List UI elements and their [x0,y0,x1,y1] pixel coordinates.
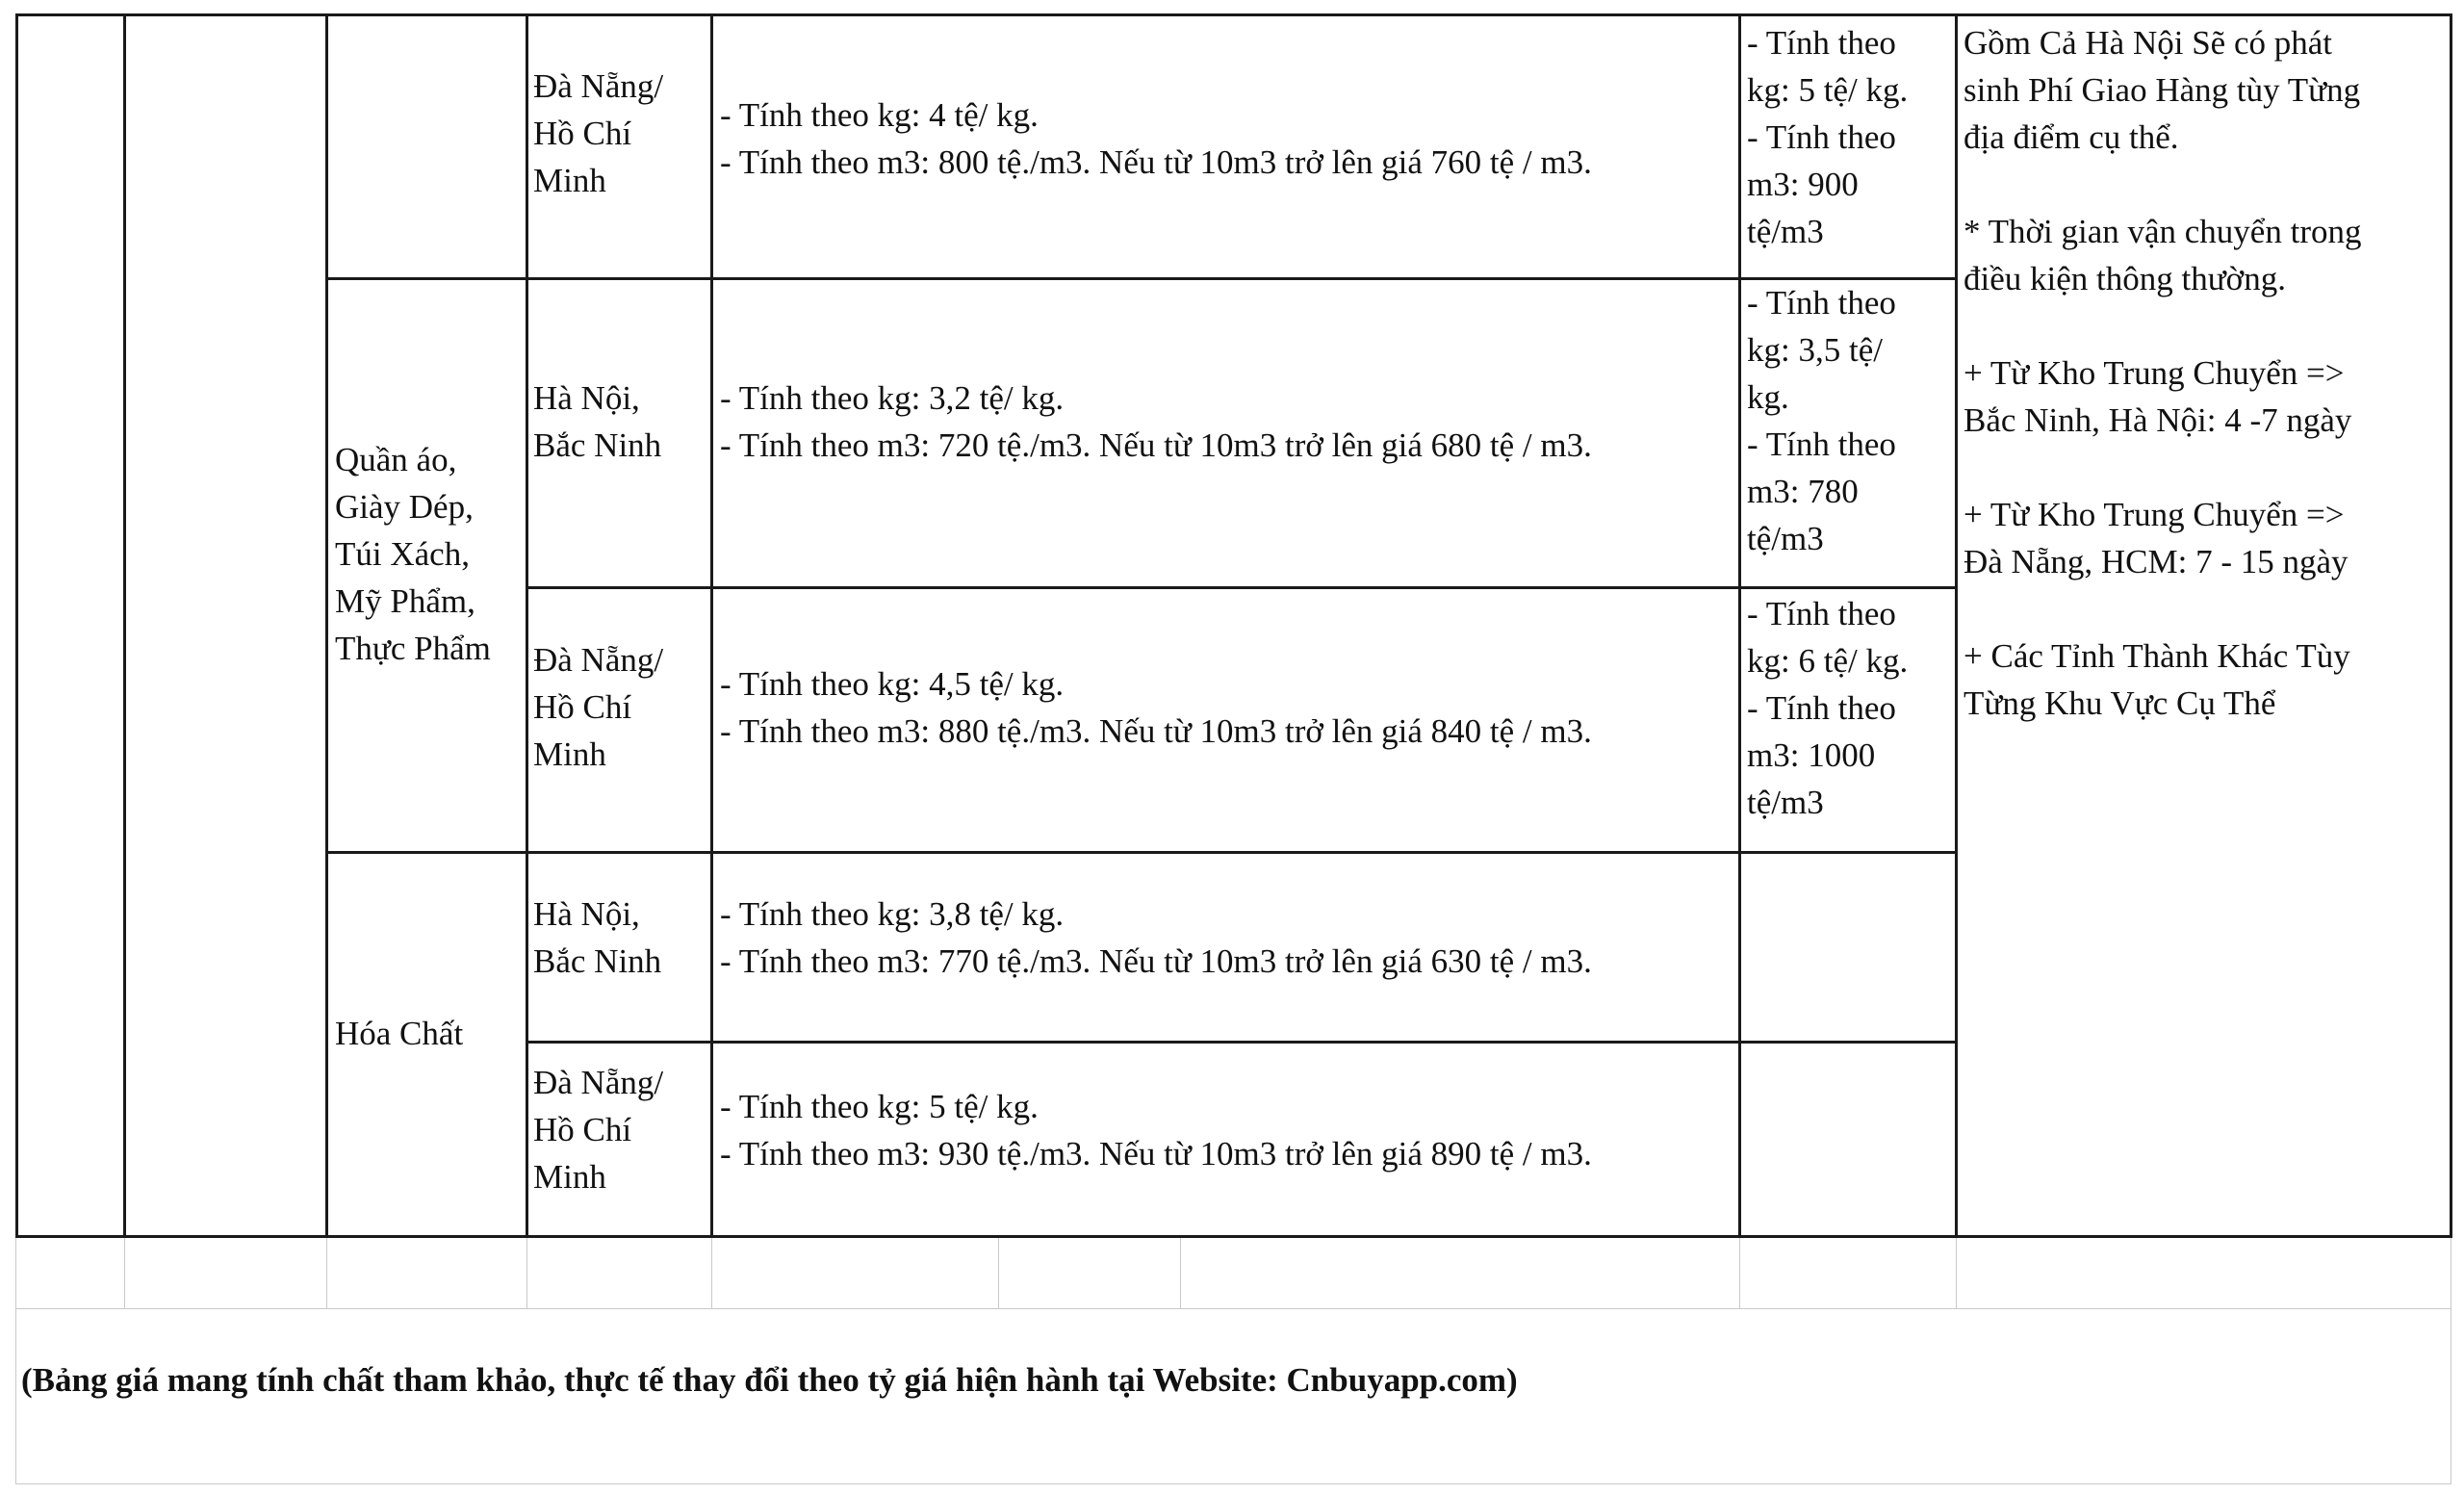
price-per-kg: - Tính theo kg: 3,2 tệ/ kg. [720,379,1065,417]
grid-line [326,1238,327,1308]
destination-cell: Đà Nẵng/ Hồ Chí Minh [533,67,664,199]
grid-line [124,1238,125,1308]
grid-line [526,1041,1958,1044]
grid-line [325,277,1958,280]
grid-line [15,1238,16,1484]
grid-line [2450,13,2452,1238]
alt-price-cell: - Tính theo kg: 3,5 tệ/ kg. - Tính theo m3: 780 tệ/m3 [1747,284,1896,557]
price-per-m3: - Tính theo m3: 880 tệ./m3. Nếu từ 10m3 trở lên giá 840 tệ / m3. [720,712,1592,750]
grid-line [711,1238,712,1308]
grid-line [1955,13,1958,1238]
grid-line [1180,1238,1181,1308]
grid-line [123,13,126,1238]
price-per-kg: - Tính theo kg: 4 tệ/ kg. [720,96,1039,134]
price-per-m3: - Tính theo m3: 720 tệ./m3. Nếu từ 10m3 trở lên giá 680 tệ / m3. [720,426,1592,464]
price-per-m3: - Tính theo m3: 800 tệ./m3. Nếu từ 10m3 trở lên giá 760 tệ / m3. [720,143,1592,181]
grid-line [526,586,1958,589]
price-per-kg: - Tính theo kg: 3,8 tệ/ kg. [720,895,1065,933]
delivery-notes: Gồm Cả Hà Nội Sẽ có phát sinh Phí Giao Hàng tùy Từng địa điểm cụ thể. * Thời gian vận chuyển trong điều kiện thông thường. + Từ Kho Trung Chuyển => Bắc Ninh, Hà Nội: 4 -7 ngày + Từ Kho Trung Chuyển => Đà Nẵng, HCM: 7 - 15 ngày + Các Tỉnh Thành Khác Tùy Từng Khu Vực Cụ Thể [1964,24,2362,722]
grid-line [1956,1238,1957,1308]
grid-line [1738,13,1741,1238]
destination-cell: Đà Nẵng/ Hồ Chí Minh [533,641,664,773]
alt-price-cell: - Tính theo kg: 6 tệ/ kg. - Tính theo m3: 1000 tệ/m3 [1747,595,1909,821]
price-per-kg: - Tính theo kg: 4,5 tệ/ kg. [720,665,1065,703]
grid-line [15,13,18,1238]
grid-line [325,851,1958,854]
grid-line [15,1235,2452,1238]
grid-line [1739,1238,1740,1308]
grid-line [325,13,328,1238]
grid-line [998,1238,999,1308]
price-per-m3: - Tính theo m3: 770 tệ./m3. Nếu từ 10m3 trở lên giá 630 tệ / m3. [720,942,1592,980]
grid-line [15,1308,2451,1309]
grid-line [526,13,528,1238]
footer-disclaimer: (Bảng giá mang tính chất tham khảo, thực tế thay đổi theo tỷ giá hiện hành tại Website: Cnbuyapp.com) [21,1361,1518,1399]
grid-line [526,1238,527,1308]
grid-line [15,13,2452,16]
price-per-kg: - Tính theo kg: 5 tệ/ kg. [720,1088,1039,1125]
category-chemicals: Hóa Chất [335,1015,464,1052]
alt-price-cell: - Tính theo kg: 5 tệ/ kg. - Tính theo m3: 900 tệ/m3 [1747,24,1909,250]
destination-cell: Hà Nội, Bắc Ninh [533,895,662,980]
grid-line [710,13,713,1238]
destination-cell: Đà Nẵng/ Hồ Chí Minh [533,1064,664,1196]
destination-cell: Hà Nội, Bắc Ninh [533,379,662,464]
price-per-m3: - Tính theo m3: 930 tệ./m3. Nếu từ 10m3 trở lên giá 890 tệ / m3. [720,1135,1592,1173]
category-clothing: Quần áo, Giày Dép, Túi Xách, Mỹ Phẩm, Thực Phẩm [335,441,491,667]
grid-line [15,1483,2451,1484]
